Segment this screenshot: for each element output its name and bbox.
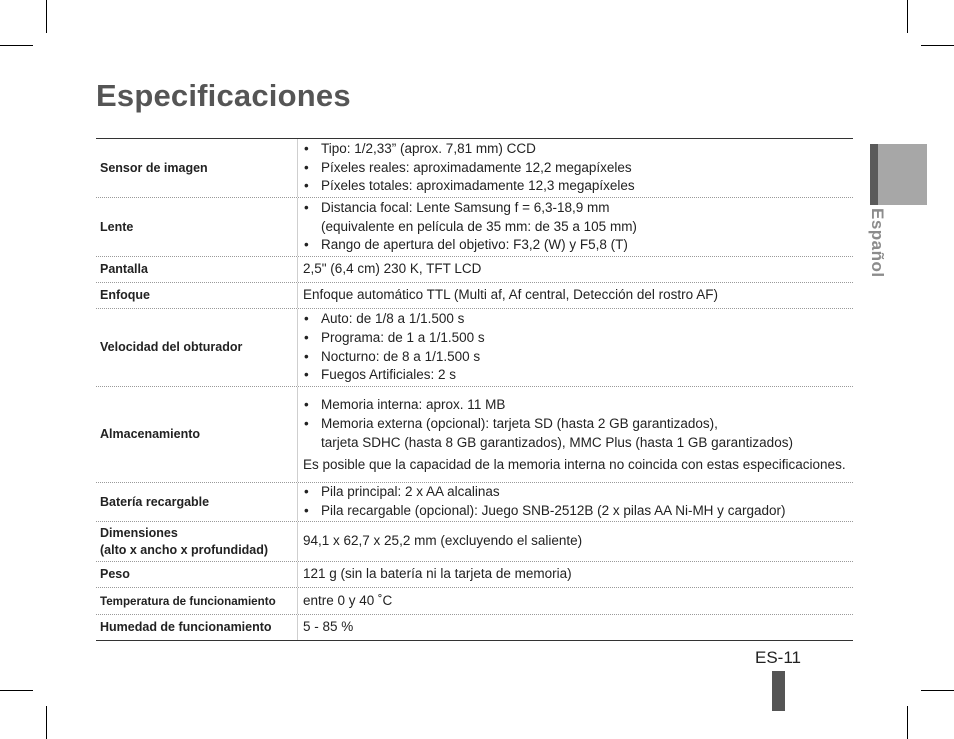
spec-label <box>96 139 298 197</box>
spec-label-text: Peso <box>100 567 130 581</box>
spec-value <box>298 615 853 640</box>
spec-label <box>96 588 298 614</box>
spec-label-text: Dimensiones <box>100 525 178 540</box>
side-tab <box>870 144 927 205</box>
spec-bullet-item: • Distancia focal: Lente Samsung f = 6,3-18,9 mm <box>303 199 847 218</box>
spec-bullet-item: • Memoria interna: aprox. 11 MB <box>303 396 847 415</box>
spec-table <box>96 138 853 641</box>
spec-bullet-item: • Programa: de 1 a 1/1.500 s <box>303 329 847 348</box>
spec-row <box>96 615 853 640</box>
spec-row <box>96 283 853 309</box>
spec-row <box>96 309 853 387</box>
spec-label-text: (alto x ancho x profundidad) <box>100 542 269 557</box>
spec-value <box>298 257 853 282</box>
page-title: Especificaciones <box>96 78 351 113</box>
spec-row <box>96 387 853 483</box>
spec-bullet-item: • Rango de apertura del objetivo: F3,2 (W) y F5,8 (T) <box>303 236 847 255</box>
side-tab-strip <box>870 144 878 205</box>
spec-bullet-item: • Auto: de 1/8 a 1/1.500 s <box>303 310 847 329</box>
spec-value <box>298 562 853 587</box>
spec-bullet-item: • Fuegos Artificiales: 2 s <box>303 366 847 385</box>
spec-label <box>96 257 298 282</box>
spec-value-text: 2,5" (6,4 cm) 230 K, TFT LCD <box>303 261 482 277</box>
spec-value-text: Enfoque automático TTL (Multi af, Af central, Detección del rostro AF) <box>303 287 718 303</box>
spec-value-text: 121 g (sin la batería ni la tarjeta de memoria) <box>303 566 572 582</box>
page-number: ES-11 <box>755 648 801 667</box>
page-tab <box>772 671 785 711</box>
spec-value <box>298 522 853 561</box>
spec-label <box>96 309 298 386</box>
spec-row <box>96 522 853 562</box>
spec-value <box>298 588 853 614</box>
spec-value <box>298 283 853 308</box>
spec-value <box>298 309 853 386</box>
spec-label <box>96 387 298 482</box>
spec-row <box>96 588 853 615</box>
spec-label <box>96 615 298 640</box>
language-label: Español <box>868 208 887 278</box>
spec-bullet-item: • Pila principal: 2 x AA alcalinas <box>303 483 847 502</box>
spec-row <box>96 562 853 588</box>
spec-bullet-item: • Memoria externa (opcional): tarjeta SD (hasta 2 GB garantizados), <box>303 415 847 434</box>
spec-bullet-item: • Tipo: 1/2,33” (aprox. 7,81 mm) CCD <box>303 140 847 159</box>
spec-bullet-item: • Píxeles reales: aproximadamente 12,2 megapíxeles <box>303 159 847 178</box>
spec-note: Es posible que la capacidad de la memoria interna no coincida con estas especificaciones. <box>303 456 846 472</box>
spec-row <box>96 257 853 283</box>
spec-label-text: Batería recargable <box>100 494 210 509</box>
spec-label-text: Lente <box>100 219 134 234</box>
spec-label-text: Pantalla <box>100 262 148 276</box>
spec-label <box>96 283 298 308</box>
spec-label <box>96 483 298 521</box>
spec-label <box>96 562 298 587</box>
spec-value <box>298 198 853 256</box>
spec-row <box>96 139 853 198</box>
spec-value-text: tarjeta SDHC (hasta 8 GB garantizados), MMC Plus (hasta 1 GB garantizados) <box>321 434 793 450</box>
spec-row <box>96 198 853 257</box>
spec-label <box>96 198 298 256</box>
spec-value-text: 5 - 85 % <box>303 619 354 635</box>
spec-value-text: entre 0 y 40 ˚C <box>303 592 393 608</box>
spec-label-text: Sensor de imagen <box>100 160 208 175</box>
spec-label-text: Velocidad del obturador <box>100 340 243 354</box>
spec-row <box>96 483 853 522</box>
spec-value <box>298 483 853 521</box>
spec-bullet-item: • Nocturno: de 8 a 1/1.500 s <box>303 348 847 367</box>
spec-label <box>96 522 298 561</box>
spec-value <box>298 139 853 197</box>
spec-label-text: Almacenamiento <box>100 427 201 441</box>
spec-value-text: 94,1 x 62,7 x 25,2 mm (excluyendo el saliente) <box>303 533 583 549</box>
spec-label-text: Humedad de funcionamiento <box>100 620 272 634</box>
spec-bullet-item: • Pila recargable (opcional): Juego SNB-2512B (2 x pilas AA Ni-MH y cargador) <box>303 502 847 521</box>
spec-value-text: (equivalente en película de 35 mm: de 35 a 105 mm) <box>321 218 637 234</box>
spec-label-text: Temperatura de funcionamiento <box>100 594 276 608</box>
spec-value <box>298 387 853 482</box>
spec-label-text: Enfoque <box>100 288 150 302</box>
spec-bullet-item: • Píxeles totales: aproximadamente 12,3 megapíxeles <box>303 177 847 196</box>
